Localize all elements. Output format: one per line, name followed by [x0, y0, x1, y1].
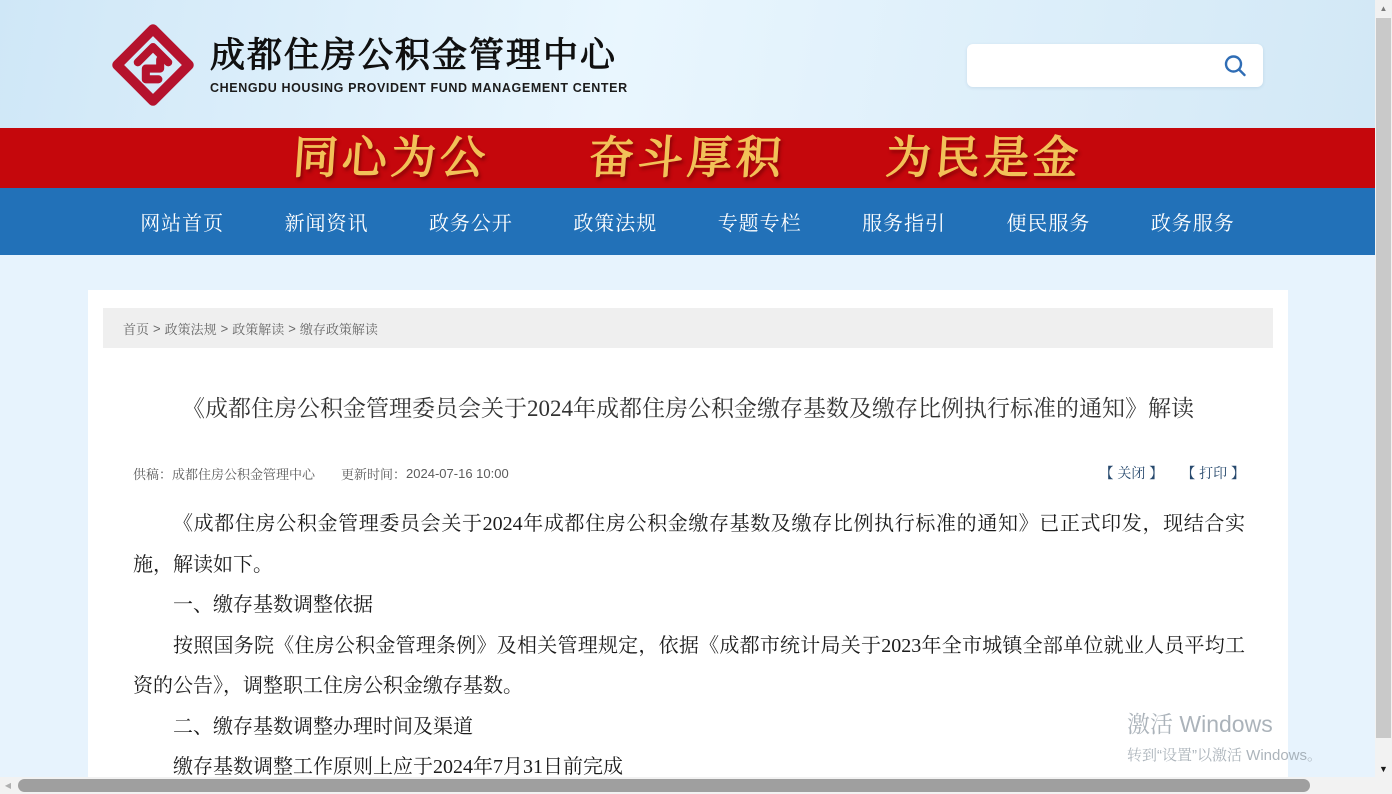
close-button[interactable]: 【 关闭 】 — [1099, 465, 1164, 481]
slogan-banner — [0, 128, 1375, 188]
scroll-down-arrow-icon[interactable]: ▼ — [1379, 763, 1388, 774]
article-paragraph: 缴存基数调整工作原则上应于2024年7月31日前完成 — [173, 756, 623, 777]
article-section-heading: 一、缴存基数调整依据 — [173, 594, 373, 616]
source-value: 成都住房公积金管理中心 — [172, 466, 316, 482]
article-card — [88, 290, 1288, 777]
nav-item-gov-services[interactable]: 政务服务 — [1150, 213, 1235, 235]
source-label: 供稿： — [133, 466, 173, 482]
breadcrumb-home[interactable]: 首页 — [123, 321, 150, 337]
scroll-left-arrow-icon[interactable]: ◀ — [4, 781, 12, 790]
search-box — [967, 44, 1263, 87]
article-section-heading: 二、缴存基数调整办理时间及渠道 — [173, 715, 473, 738]
scrollbar-corner — [1375, 777, 1392, 794]
breadcrumb-interpretation[interactable]: 政策解读 — [232, 321, 285, 337]
breadcrumb-policies[interactable]: 政策法规 — [164, 321, 217, 337]
site-title: 成都住房公积金管理中心 — [210, 35, 618, 75]
article-paragraph: 按照国务院《住房公积金管理条例》及相关管理规定，依据《成都市统计局关于2023年全市城镇全部单位就业人员平均工资的公告》，调整职工住房公积金缴存基数。 — [133, 634, 1245, 697]
nav-item-home[interactable]: 网站首页 — [140, 213, 225, 235]
nav-item-service-guide[interactable]: 服务指引 — [862, 213, 947, 235]
breadcrumb-separator: > — [288, 320, 296, 336]
nav-item-news[interactable]: 新闻资讯 — [284, 213, 369, 235]
nav-item-policies[interactable]: 政策法规 — [573, 213, 658, 235]
vertical-scrollbar-thumb[interactable] — [1376, 18, 1391, 738]
nav-item-gov-disclosure[interactable]: 政务公开 — [428, 213, 513, 235]
article-paragraph: 《成都住房公积金管理委员会关于2024年成都住房公积金缴存基数及缴存比例执行标准的通知》已正式印发，现结合实施，解读如下。 — [133, 513, 1245, 576]
watermark-line1: 激活 Windows — [1127, 711, 1273, 737]
article-meta-actions — [1099, 463, 1245, 483]
horizontal-scrollbar[interactable] — [0, 777, 1375, 794]
breadcrumb-separator: > — [220, 320, 229, 336]
search-icon — [1222, 53, 1248, 79]
article-meta — [133, 463, 1245, 483]
site-header — [0, 0, 1375, 128]
main-area — [0, 255, 1375, 777]
site-logo-link[interactable] — [110, 22, 628, 108]
search-input[interactable] — [983, 44, 1219, 87]
breadcrumb — [103, 308, 1273, 348]
site-subtitle: CHENGDU HOUSING PROVIDENT FUND MANAGEMENT CENTER — [210, 80, 628, 95]
nav-item-special-topics[interactable]: 专题专栏 — [717, 213, 802, 235]
print-button[interactable]: 【 打印 】 — [1181, 465, 1245, 481]
article-body — [133, 504, 1245, 777]
main-nav — [0, 188, 1375, 255]
article-meta-left — [133, 464, 509, 483]
search-button[interactable] — [1219, 50, 1251, 82]
article-title: 《成都住房公积金管理委员会关于2024年成都住房公积金缴存基数及缴存比例执行标准的通知》解读 — [182, 396, 1194, 421]
slogan-part-3: 为民是金 — [883, 133, 1084, 183]
horizontal-scrollbar-thumb[interactable] — [18, 779, 1310, 792]
slogan-part-1: 同心为公 — [291, 133, 492, 183]
watermark-line2: 转到“设置”以激活 Windows。 — [1127, 747, 1323, 764]
provident-fund-logo-icon — [110, 22, 196, 108]
updated-label: 更新时间： — [341, 466, 407, 482]
nav-item-public-services[interactable]: 便民服务 — [1006, 213, 1091, 235]
logo-text-block — [210, 36, 628, 95]
breadcrumb-separator: > — [153, 320, 161, 336]
slogan-part-2: 奋斗厚积 — [587, 133, 788, 183]
breadcrumb-deposit-interpretation[interactable]: 缴存政策解读 — [299, 321, 378, 337]
updated-value: 2024-07-16 10:00 — [406, 465, 509, 481]
vertical-scrollbar[interactable] — [1375, 0, 1392, 777]
scroll-up-arrow-icon[interactable]: ▲ — [1375, 0, 1392, 17]
